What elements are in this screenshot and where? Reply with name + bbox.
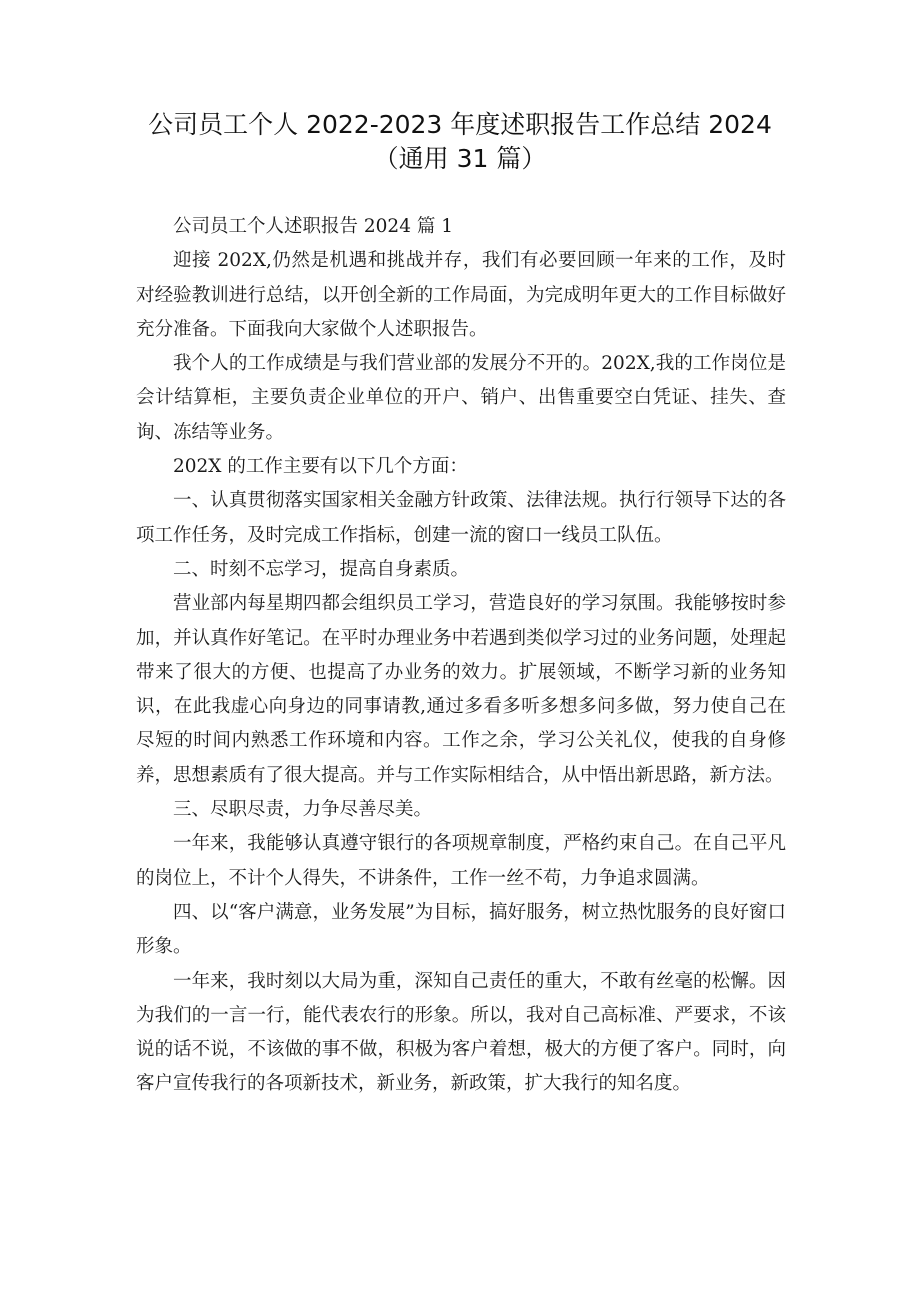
document-title bbox=[100, 108, 820, 176]
title-line-1: 公司员工个人 2022-2023 年度述职报告工作总结 2024 bbox=[148, 110, 772, 139]
paragraph: 三、尽职尽责，力争尽善尽美。 bbox=[173, 799, 433, 821]
paragraph: 一年来，我能够认真遵守银行的各项规章制度，严格约束自己。在自己平凡的岗位上，不计个人得失，不讲条件，工作一丝不苟，力争追求圆满。 bbox=[136, 833, 786, 889]
section-heading: 公司员工个人述职报告 2024 篇 1 bbox=[173, 216, 453, 237]
paragraph: 四、以“客户满意，业务发展”为目标，搞好服务，树立热忱服务的良好窗口形象。 bbox=[136, 901, 786, 958]
paragraph: 一年来，我时刻以大局为重，深知自己责任的重大，不敢有丝毫的松懈。因为我们的一言一行，能代表农行的形象。所以，我对自己高标准、严要求，不该说的话不说，不该做的事不做，积极为客户着想，极大的方便了客户。同时，向客户宣传我行的各项新技术，新业务，新政策，扩大我行的知名度。 bbox=[136, 970, 786, 1095]
document-body bbox=[136, 210, 786, 1102]
paragraph: 营业部内每星期四都会组织员工学习，营造良好的学习氛围。我能够按时参加，并认真作好笔记。在平时办理业务中若遇到类似学习过的业务问题，处理起带来了很大的方便、也提高了办业务的效力。扩展领域，不断学习新的业务知识，在此我虚心向身边的同事请教,通过多看多听多想多问多做，努力使自己在尽短的时间内熟悉工作环境和内容。工作之余，学习公关礼仪，使我的自身修养，思想素质有了很大提高。并与工作实际相结合，从中悟出新思路，新方法。 bbox=[136, 593, 786, 786]
paragraph: 202X 的工作主要有以下几个方面： bbox=[173, 456, 468, 478]
paragraph: 我个人的工作成绩是与我们营业部的发展分不开的。202X,我的工作岗位是会计结算柜，主要负责企业单位的开户、销户、出售重要空白凭证、挂失、查询、冻结等业务。 bbox=[136, 353, 786, 443]
paragraph: 迎接 202X,仍然是机遇和挑战并存，我们有必要回顾一年来的工作，及时对经验教训进行总结，以开创全新的工作局面，为完成明年更大的工作目标做好充分准备。下面我向大家做个人述职报告。 bbox=[136, 250, 786, 340]
title-line-2: （通用 31 篇） bbox=[373, 144, 547, 173]
paragraph: 二、时刻不忘学习，提高自身素质。 bbox=[173, 558, 470, 580]
paragraph: 一、认真贯彻落实国家相关金融方针政策、法律法规。执行行领导下达的各项工作任务，及时完成工作指标，创建一流的窗口一线员工队伍。 bbox=[136, 490, 786, 546]
